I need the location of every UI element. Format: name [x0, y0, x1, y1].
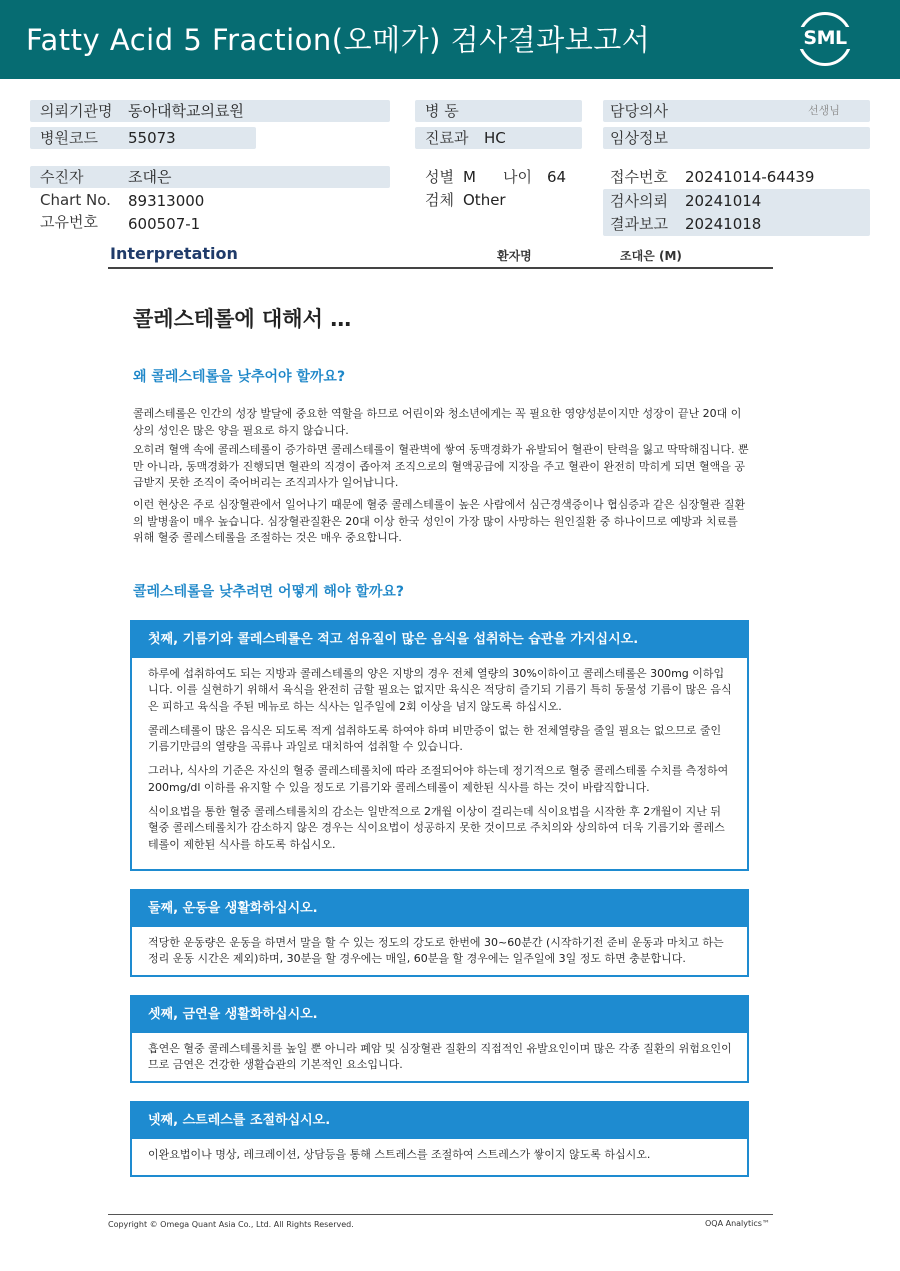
department-label: 진료과 — [425, 129, 469, 147]
specimen-label: 검체 — [425, 191, 454, 209]
receipt-value: 20241014-64439 — [685, 168, 815, 186]
tip-box-heading: 첫째, 기름기와 콜레스테롤은 적고 섬유질이 많은 음식을 섭취하는 습관을 가지십시오. — [132, 622, 747, 658]
tip-box-heading: 둘째, 운동을 생활화하십시오. — [132, 891, 747, 927]
report-title: Fatty Acid 5 Fraction(오메가) 검사결과보고서 — [26, 23, 651, 57]
tip-box-body — [132, 1139, 747, 1171]
question-heading-2: 콜레스테롤을 낮추려면 어떻게 해야 할까요? — [133, 584, 405, 600]
tip-paragraph: 콜레스테롤이 많은 음식은 되도록 적게 섭취하도록 하여야 하며 비만증이 없는 한 전체열량을 줄일 필요는 없으므로 줄인 기름기만큼의 열량을 곡류나 과일로 대치하여 섭취할 수 있습니다. — [148, 723, 722, 754]
paragraph-1: 콜레스테롤은 인간의 성장 발달에 중요한 역할을 하므로 어린이와 청소년에게는 꼭 필요한 영양성분이지만 성장이 끝난 20대 이상의 성인은 많은 양을 필요로 하지 않습니다. — [133, 407, 742, 437]
unique-label: 고유번호 — [40, 213, 98, 231]
divider — [108, 267, 773, 269]
chart-label: Chart No. — [40, 191, 111, 209]
tip-box-1 — [130, 620, 749, 871]
tip-paragraph: 그러나, 식사의 기준은 자신의 혈중 콜레스테롤치에 따라 조절되어야 하는데 정기적으로 혈중 콜레스테롤 수치를 측정하여 200mg/dl 이하를 유지할 수 있을 정도로 기름기와 콜레스테롤이 제한된 식사를 하는 것이 바람직합니다. — [148, 764, 729, 794]
tip-paragraph: 적당한 운동량은 운동을 하면서 말을 할 수 있는 정도의 강도로 한번에 30~60분간 (시작하기전 준비 운동과 마치고 하는 정리 운동 시간은 제외)하며, 30분을 할 경우에는 매일, 60분을 할 경우에는 일주일에 3일 정도 하면 충분합니다. — [148, 936, 724, 966]
doctor-suffix: 선생님 — [808, 104, 840, 117]
tip-box-heading: 넷째, 스트레스를 조절하십시오. — [132, 1103, 747, 1139]
tip-paragraph: 식이요법을 통한 혈중 콜레스테롤치의 감소는 일반적으로 2개월 이상이 걸리는데 식이요법을 시작한 후 2개월이 지난 뒤 혈중 콜레스테롤치가 감소하지 않은 경우는 식이요법이 성공하지 못한 것이므로 주치의와 상의하여 더욱 기름기와 콜레스테롤이 제한된 식사를 하도록 하십시오. — [148, 805, 725, 851]
doctor-label: 담당의사 — [610, 102, 668, 120]
paragraph-3: 이런 현상은 주로 심장혈관에서 일어나기 때문에 혈중 콜레스테롤이 높은 사람에서 심근경색증이나 협심증과 같은 심장혈관 질환의 발병율이 매우 높습니다. 심장혈관질환은 20대 이상 한국 성인이 가장 많이 사망하는 원인질환 중 하나이므로 예방과 치료를 위해 혈중 콜레스테롤을 조절하는 것은 매우 중요합니다. — [133, 498, 746, 544]
department-value: HC — [484, 129, 506, 147]
tip-box-4 — [130, 1101, 749, 1177]
age-label: 나이 — [503, 168, 532, 186]
request-label: 검사의뢰 — [610, 192, 668, 210]
sex-value: M — [463, 168, 476, 186]
tip-box-body — [132, 1033, 747, 1082]
patient-value: 조대은 — [128, 168, 172, 186]
institution-label: 의뢰기관명 — [40, 102, 113, 120]
tip-box-3 — [130, 995, 749, 1083]
sex-label: 성별 — [425, 168, 454, 186]
result-value: 20241018 — [685, 215, 762, 233]
clinical-label: 임상정보 — [610, 129, 668, 147]
patient-name-value: 조대은 (M) — [620, 249, 682, 263]
tip-paragraph: 흡연은 혈중 콜레스테롤치를 높일 뿐 아니라 폐암 및 심장혈관 질환의 직접적인 유발요인이며 많은 각종 질환의 위험요인이므로 금연은 건강한 생활습관의 기본적인 요소입니다. — [148, 1042, 732, 1072]
footer-divider — [108, 1214, 773, 1215]
unique-value: 600507-1 — [128, 215, 201, 233]
specimen-value: Other — [463, 191, 506, 209]
copyright-text: Copyright © Omega Quant Asia Co., Ltd. All Rights Reserved. — [108, 1220, 354, 1229]
logo-text: SML — [798, 27, 852, 49]
tip-box-body — [132, 927, 747, 976]
tip-paragraph: 하루에 섭취하여도 되는 지방과 콜레스테롤의 양은 지방의 경우 전체 열량의 30%이하이고 콜레스테롤은 300mg 이하입니다. 이를 실현하기 위해서 육식을 완전히 금할 필요는 없지만 육식은 적당히 즐기되 기름기 특히 동물성 기름이 많은 음식은 피하고 육식을 주된 메뉴로 하는 식사는 일주일에 2회 이상을 넘지 않도록 하십시오. — [148, 667, 732, 713]
age-value: 64 — [547, 168, 567, 186]
result-label: 결과보고 — [610, 215, 668, 233]
paragraph-2: 오히려 혈액 속에 콜레스테롤이 증가하면 콜레스테롤이 혈관벽에 쌓여 동맥경화가 유발되어 혈관이 탄력을 잃고 딱딱해집니다. 뿐만 아니라, 동맥경화가 진행되면 혈관의 직경이 좁아져 조직으로의 혈액공급에 지장을 주고 혈관이 완전히 막히게 되면 혈액을 공급받지 못한 조직이 죽어버리는 조직괴사가 일어납니다. — [133, 443, 749, 489]
patient-row — [30, 166, 390, 188]
interpretation-heading: Interpretation — [110, 244, 238, 263]
question-heading-1: 왜 콜레스테롤을 낮추어야 할까요? — [133, 369, 346, 385]
header-bar — [0, 0, 900, 79]
patient-name-label: 환자명 — [497, 249, 532, 263]
sml-logo-icon — [798, 12, 852, 66]
tip-box-2 — [130, 889, 749, 977]
hospital-code-label: 병원코드 — [40, 129, 98, 147]
tip-box-body — [132, 658, 747, 861]
patient-label: 수진자 — [40, 168, 84, 186]
tip-box-heading: 셋째, 금연을 생활화하십시오. — [132, 997, 747, 1033]
hospital-code-value: 55073 — [128, 129, 176, 147]
tip-paragraph: 이완요법이나 명상, 레크레이션, 상담등을 통해 스트레스를 조절하여 스트레스가 쌓이지 않도록 하십시오. — [148, 1148, 651, 1161]
ward-label: 병 동 — [425, 102, 459, 120]
request-value: 20241014 — [685, 192, 762, 210]
receipt-label: 접수번호 — [610, 168, 668, 186]
section-title: 콜레스테롤에 대해서 … — [133, 307, 352, 331]
institution-value: 동아대학교의료원 — [128, 102, 244, 120]
brand-text: OQA Analytics™ — [705, 1219, 770, 1228]
chart-value: 89313000 — [128, 192, 205, 210]
